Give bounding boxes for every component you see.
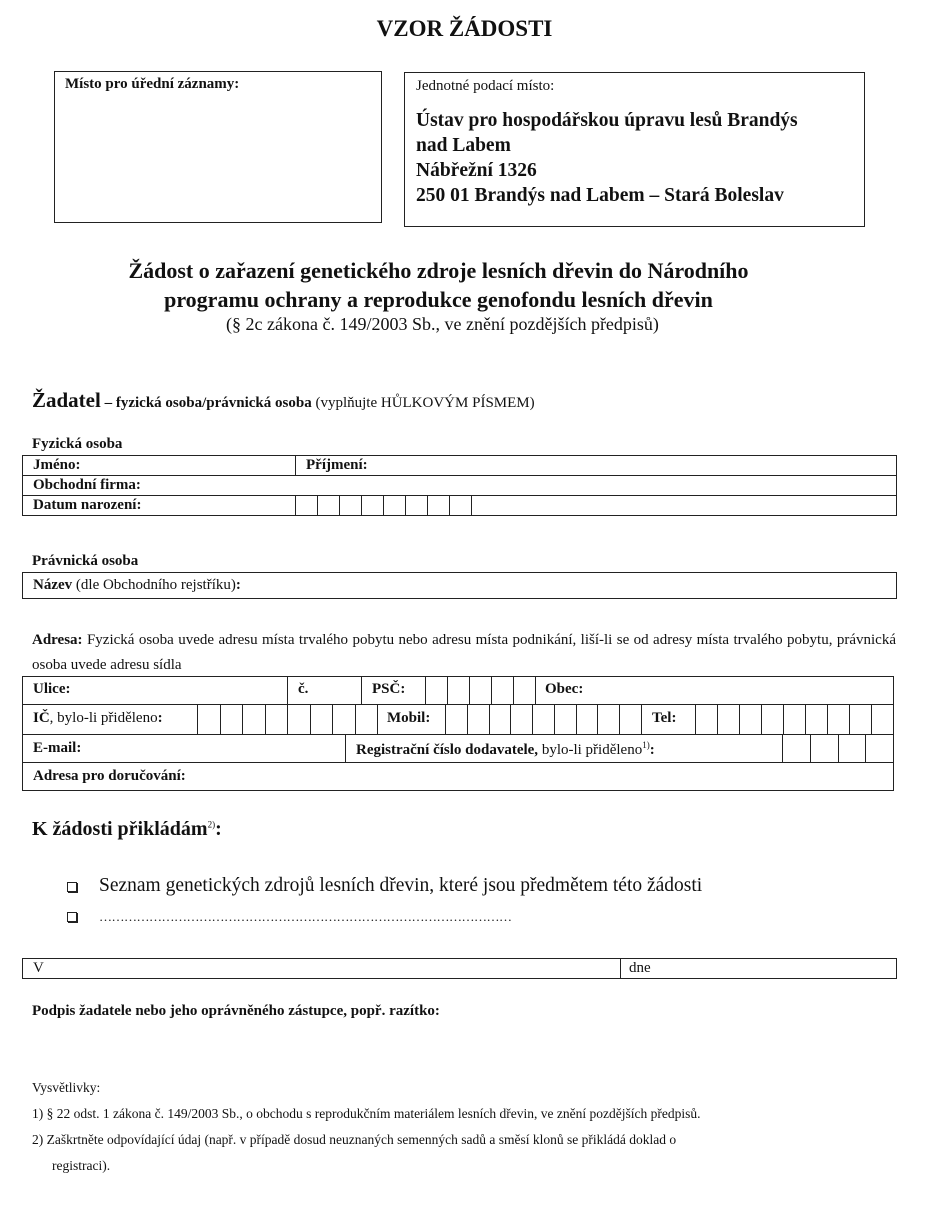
attachment-item — [67, 905, 512, 927]
reg-number-label: Registrační číslo dodavatele, — [356, 742, 539, 758]
note-item: 2) Zaškrtněte odpovídající údaj (např. v případě dosud neuznaných semenných sadů a směsí klonů se přikládá doklad o — [32, 1132, 677, 1147]
birth-date-box[interactable] — [318, 496, 340, 516]
company-name-field[interactable] — [23, 573, 897, 599]
email-field[interactable] — [23, 735, 346, 763]
mobile-label: Mobil: — [387, 710, 431, 726]
zip-box[interactable] — [514, 677, 536, 704]
submission-office-box — [404, 72, 865, 227]
ic-box[interactable] — [333, 705, 356, 734]
applicant-dash: – — [100, 395, 116, 411]
first-name-label: Jméno: — [33, 457, 81, 473]
zip-box[interactable] — [470, 677, 492, 704]
birth-date-box[interactable] — [428, 496, 450, 516]
submission-office-address — [416, 108, 864, 208]
company-name-label: Název — [33, 577, 73, 593]
last-name-label: Příjmení: — [306, 457, 368, 473]
mobile-box[interactable] — [598, 705, 620, 734]
official-records-box — [54, 71, 382, 223]
reg-number-box[interactable] — [783, 735, 811, 762]
reg-number-colon: : — [649, 742, 655, 758]
applicant-type: fyzická osoba/právnická osoba — [115, 395, 312, 411]
notes-title: Vysvětlivky: — [32, 1080, 101, 1095]
first-name-field[interactable] — [23, 456, 296, 476]
attachments-colon: : — [215, 818, 222, 840]
phone-boxes — [696, 705, 893, 735]
ic-note: , bylo-li přiděleno — [49, 710, 158, 726]
mobile-boxes — [446, 705, 642, 735]
place-date-table — [22, 958, 897, 979]
date-field[interactable] — [621, 959, 896, 978]
street-field[interactable] — [23, 677, 288, 705]
explanatory-notes — [32, 1075, 892, 1179]
birth-date-rest — [472, 496, 897, 516]
birth-date-box[interactable] — [450, 496, 472, 516]
ic-box[interactable] — [221, 705, 244, 734]
house-number-field[interactable] — [288, 677, 362, 705]
house-number-label: č. — [298, 681, 309, 697]
address-line: Ústav pro hospodářskou úpravu lesů Brandýs — [416, 110, 798, 131]
reg-number-footnote: 1) — [642, 740, 650, 750]
city-field[interactable] — [536, 677, 893, 705]
address-line: 250 01 Brandýs nad Labem – Stará Boleslav — [416, 185, 784, 206]
birth-date-box[interactable] — [296, 496, 318, 516]
attachment-item — [67, 875, 702, 897]
birth-date-box[interactable] — [384, 496, 406, 516]
business-name-label: Obchodní firma: — [33, 477, 141, 493]
ic-boxes — [198, 705, 378, 735]
phone-box[interactable] — [762, 705, 784, 734]
form-heading-line2: programu ochrany a reprodukce genofondu lesních dřevin — [164, 287, 713, 312]
phone-box[interactable] — [784, 705, 806, 734]
reg-number-box[interactable] — [866, 735, 893, 762]
delivery-address-field[interactable] — [23, 763, 893, 790]
birth-date-label: Datum narození: — [33, 497, 142, 513]
zip-box[interactable] — [426, 677, 448, 704]
mobile-box[interactable] — [511, 705, 533, 734]
mobile-box[interactable] — [620, 705, 642, 734]
legal-person-table — [22, 572, 897, 599]
mobile-box[interactable] — [555, 705, 577, 734]
place-label: V — [33, 960, 44, 976]
ic-colon: : — [157, 710, 163, 726]
legal-person-title: Právnická osoba — [32, 553, 139, 569]
phone-box[interactable] — [696, 705, 718, 734]
email-label: E-mail: — [33, 740, 82, 756]
reg-number-boxes — [783, 735, 893, 763]
birth-date-box[interactable] — [406, 496, 428, 516]
natural-person-table — [22, 455, 897, 516]
submission-office-label: Jednotné podací místo: — [416, 78, 555, 94]
phone-box[interactable] — [740, 705, 762, 734]
mobile-box[interactable] — [468, 705, 490, 734]
applicant-note: (vyplňujte HŮLKOVÝM PÍSMEM) — [311, 395, 535, 411]
company-name-colon: : — [235, 577, 241, 593]
place-field[interactable] — [23, 959, 621, 978]
address-line: Nábřežní 1326 — [416, 160, 537, 181]
mobile-box[interactable] — [446, 705, 468, 734]
form-heading — [0, 256, 903, 314]
reg-number-box[interactable] — [811, 735, 839, 762]
phone-box[interactable] — [718, 705, 740, 734]
phone-box[interactable] — [828, 705, 850, 734]
ic-box[interactable] — [198, 705, 221, 734]
reg-number-label-cell — [346, 735, 783, 763]
date-label: dne — [629, 960, 651, 976]
phone-box[interactable] — [806, 705, 828, 734]
natural-person-title: Fyzická osoba — [32, 436, 123, 452]
ic-label: IČ — [33, 710, 50, 726]
address-table — [22, 676, 894, 791]
street-label: Ulice: — [33, 681, 71, 697]
address-lead: Adresa: — [32, 632, 83, 648]
phone-label: Tel: — [652, 710, 677, 726]
note-item: 1) § 22 odst. 1 zákona č. 149/2003 Sb., o obchodu s reprodukčním materiálem lesních dřevin, ve znění pozdějších předpisů. — [32, 1106, 701, 1121]
phone-label-cell — [642, 705, 696, 735]
zip-box[interactable] — [492, 677, 514, 704]
birth-date-label-cell — [23, 496, 296, 516]
attachments-title: K žádosti přikládám — [32, 818, 208, 840]
ic-label-cell — [23, 705, 198, 735]
birth-date-box[interactable] — [362, 496, 384, 516]
mobile-box[interactable] — [490, 705, 512, 734]
zip-label-cell — [362, 677, 426, 705]
last-name-field[interactable] — [296, 456, 897, 476]
company-name-note: (dle Obchodního rejstříku) — [72, 577, 236, 593]
reg-number-note: bylo-li přiděleno — [538, 742, 643, 758]
birth-date-box[interactable] — [340, 496, 362, 516]
ic-box[interactable] — [288, 705, 311, 734]
ic-box[interactable] — [356, 705, 379, 734]
delivery-address-label: Adresa pro doručování: — [33, 768, 186, 784]
signature-label: Podpis žadatele nebo jeho oprávněného zástupce, popř. razítko: — [32, 1003, 440, 1019]
city-label: Obec: — [545, 681, 584, 697]
attachments-footnote: 2) — [207, 819, 216, 830]
applicant-heading — [32, 388, 535, 413]
phone-box[interactable] — [872, 705, 893, 734]
address-text: Fyzická osoba uvede adresu místa trvalého pobytu nebo adresu místa podnikání, liší-li se od adresy místa trvalého pobytu, právnická osoba uvede adresu sídla — [32, 632, 896, 673]
zip-box[interactable] — [448, 677, 470, 704]
address-line: nad Labem — [416, 135, 511, 156]
mobile-label-cell — [378, 705, 446, 735]
ic-box[interactable] — [311, 705, 334, 734]
address-instructions — [32, 628, 896, 678]
law-reference: (§ 2c zákona č. 149/2003 Sb., ve znění pozdějších předpisů) — [226, 314, 659, 334]
attachment-item-blank: ……………………………………………………………………………………… — [99, 909, 512, 924]
checkbox-icon[interactable] — [67, 912, 77, 922]
business-name-field[interactable] — [23, 476, 897, 496]
ic-box[interactable] — [243, 705, 266, 734]
mobile-box[interactable] — [577, 705, 599, 734]
zip-label: PSČ: — [372, 681, 406, 697]
checkbox-icon[interactable] — [67, 882, 77, 892]
attachment-item-label: Seznam genetických zdrojů lesních dřevin, které jsou předmětem této žádosti — [99, 875, 703, 896]
official-records-label: Místo pro úřední záznamy: — [65, 76, 240, 92]
note-item-continued: registraci). — [52, 1158, 111, 1173]
reg-number-box[interactable] — [839, 735, 867, 762]
zip-boxes — [426, 677, 536, 705]
ic-box[interactable] — [266, 705, 289, 734]
page-title: VZOR ŽÁDOSTI — [376, 16, 553, 41]
form-heading-line1: Žádost o zařazení genetického zdroje lesních dřevin do Národního — [128, 258, 749, 283]
applicant-title: Žadatel — [32, 388, 101, 412]
phone-box[interactable] — [850, 705, 872, 734]
attachments-heading — [32, 818, 222, 841]
mobile-box[interactable] — [533, 705, 555, 734]
